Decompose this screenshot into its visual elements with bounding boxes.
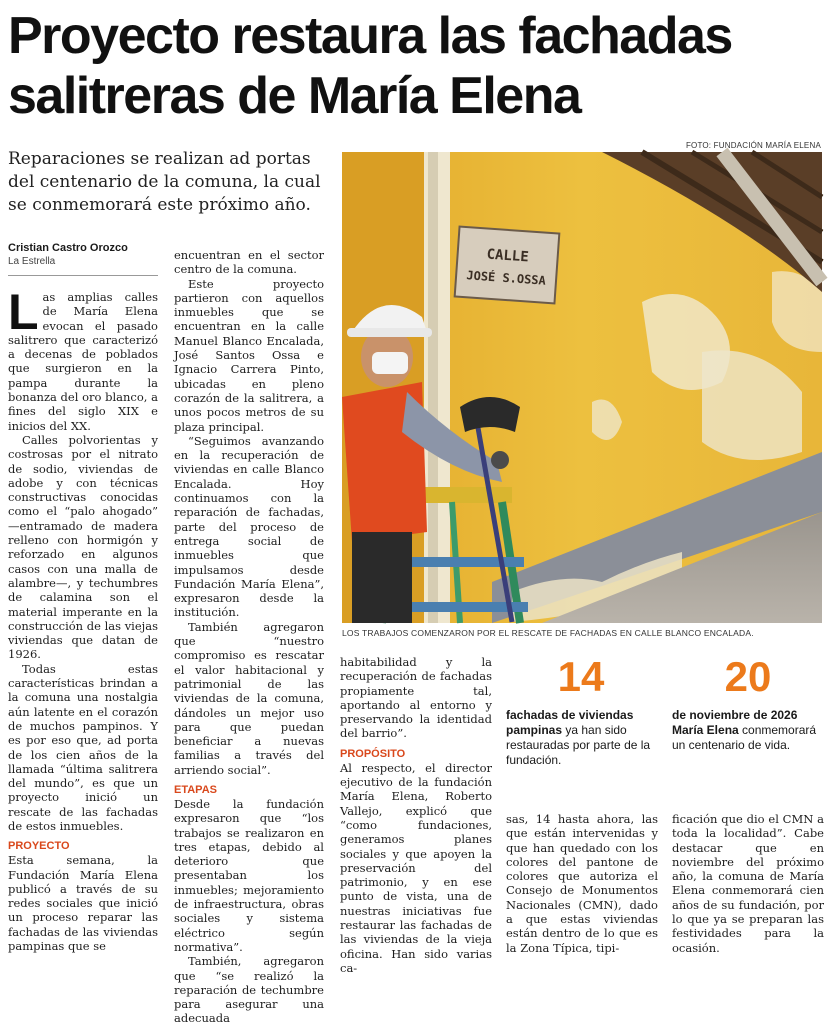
article-paragraph: Todas estas características brindan a la comuna una nostalgia aún latente en el corazón de muchos pampinos. Y es por eso que, ad porta de los cien años de la llamada “última salitrera del mundo”, es que un proyecto inició un rescate de las fachadas de estos inmuebles.	[8, 661, 158, 833]
byline-author: Cristian Castro Orozco	[8, 242, 128, 254]
photo-caption: LOS TRABAJOS COMENZARON POR EL RESCATE DE FACHADAS EN CALLE BLANCO ENCALADA.	[342, 628, 754, 638]
street-sign-line-2: JOSÉ S.OSSA	[465, 268, 547, 288]
stat-block-date	[672, 652, 824, 753]
article-paragraph: Al respecto, el director ejecutivo de la fundación María Elena, Roberto Vallejo, explicó que “como fundaciones, generamos planes sociales y que apoyen la preservación del patrimonio, y en ese punto de vista, una de nuestras iniciativas fue restaurar las fachadas de las viviendas de la vieja oficina. Han sido varias ca-	[340, 760, 492, 975]
section-heading-etapas: ETAPAS	[174, 783, 217, 796]
paragraph-text: as amplias calles de María Elena evocan el pasado salitrero que caracterizó a decenas de poblados que surgieron en la pampa durante la bonanza del oro blanco, a fines del siglo XIX e inicios del XX.	[8, 290, 158, 433]
article-paragraph: Calles polvorientas y costrosas por el nitrato de sodio, viviendas de adobe y con técnicas constructivas conocidas como el “palo ahogado” —entramado de madera relleno con hormigón y reforzado en algunos casos con una malla de alambre—, y techumbres de calamina son el material imperante en la construcción de las viejas viviendas que datan de 1926.	[8, 432, 158, 662]
stat-text: ya han sido restauradas por parte de la fundación.	[506, 723, 651, 767]
byline-outlet: La Estrella	[8, 256, 56, 267]
article-paragraph: También, agregaron que “se realizó la reparación de techumbre para asegurar una adecuada	[174, 954, 324, 1026]
article-paragraph: Esta semana, la Fundación María Elena publicó a través de su redes sociales que inició un proceso reparar las fachadas de las viviendas pampinas que se	[8, 853, 158, 954]
stat-bold-text: fachadas de viviendas pampinas	[506, 708, 634, 737]
article-paragraph: Este proyecto partieron con aquellos inmuebles que se encuentran en la calle Manuel Blanco Encalada, José Santos Ossa e Ignacio Carrera Pinto, ubicadas en pleno corazón de la salitrera, a unos pocos metros de su plaza principal.	[174, 276, 324, 434]
street-sign-line-1: CALLE	[486, 246, 530, 266]
stat-block-houses	[506, 652, 656, 768]
stat-bold-text: de noviembre de 2026 María Elena	[672, 708, 798, 737]
article-paragraph: “Seguimos avanzando en la recuperación de viviendas en calle Blanco Encalada. Hoy continuamos con la reparación de fachadas, parte del proceso de entrega social de inmuebles que impulsamos desde Fundación María Elena”, expresaron desde la institución.	[174, 433, 324, 620]
article-paragraph: sas, 14 hasta ahora, las que están intervenidas y que han quedado con los colores del pantone de colores que autoriza el Consejo de Monumentos Nacionales (CMN), dado a que estas viviendas están dentro de lo que es la Zona Típica, tipi-	[506, 812, 658, 955]
stat-description	[672, 708, 824, 753]
article-column-4	[506, 812, 658, 955]
article-column-2	[174, 248, 324, 1026]
article-column-3	[340, 655, 492, 975]
article-column-5	[672, 812, 824, 955]
stat-text: conmemorará un centenario de vida.	[672, 723, 817, 752]
stat-number: 20	[724, 653, 772, 700]
article-paragraph: También agregaron que “nuestro compromiso es rescatar el valor habitacional y patrimonial de las viviendas de la comuna, dándoles un mejor uso para que puedan beneficiar a nuevas familias a través del arriendo social”.	[174, 619, 324, 777]
section-heading-proyecto: PROYECTO	[8, 840, 70, 853]
stat-description	[506, 708, 656, 768]
street-sign	[455, 227, 560, 304]
article-paragraph: Desde la fundación expresaron que “los trabajos se realizaron en tres etapas, debido al deterioro que presentaban los inmuebles; mejoramiento de infraestructura, obras sociales y sistema eléctrico según normativa”.	[174, 796, 324, 954]
article-paragraph: ficación que dio el CMN a toda la localidad”. Cabe destacar que en noviembre del próximo año, la comuna de María Elena conmemorará cien años de su fundación, por lo que ya se preparan las festividades para la ocasión.	[672, 812, 824, 955]
article-paragraph	[8, 284, 158, 433]
drop-cap: L	[8, 284, 39, 340]
article-paragraph: encuentran en el sector centro de la comuna.	[174, 248, 324, 277]
byline	[8, 242, 158, 276]
article-column-1	[8, 284, 158, 954]
stat-number: 14	[557, 653, 605, 700]
article-paragraph: habitabilidad y la recuperación de fachadas propiamente tal, aportando al entorno y preservando la identidad del barrio”.	[340, 655, 492, 741]
headline: Proyecto restaura las fachadas salitreras de María Elena	[8, 7, 732, 125]
photo-credit: FOTO: FUNDACIÓN MARÍA ELENA	[685, 141, 821, 150]
deck-subtitle: Reparaciones se realizan ad portas del centenario de la comuna, la cual se conmemorará este próximo año.	[8, 149, 321, 215]
facade-photo-illustration	[342, 152, 822, 623]
section-heading-proposito: PROPÓSITO	[340, 747, 406, 760]
article-photo	[342, 152, 822, 623]
